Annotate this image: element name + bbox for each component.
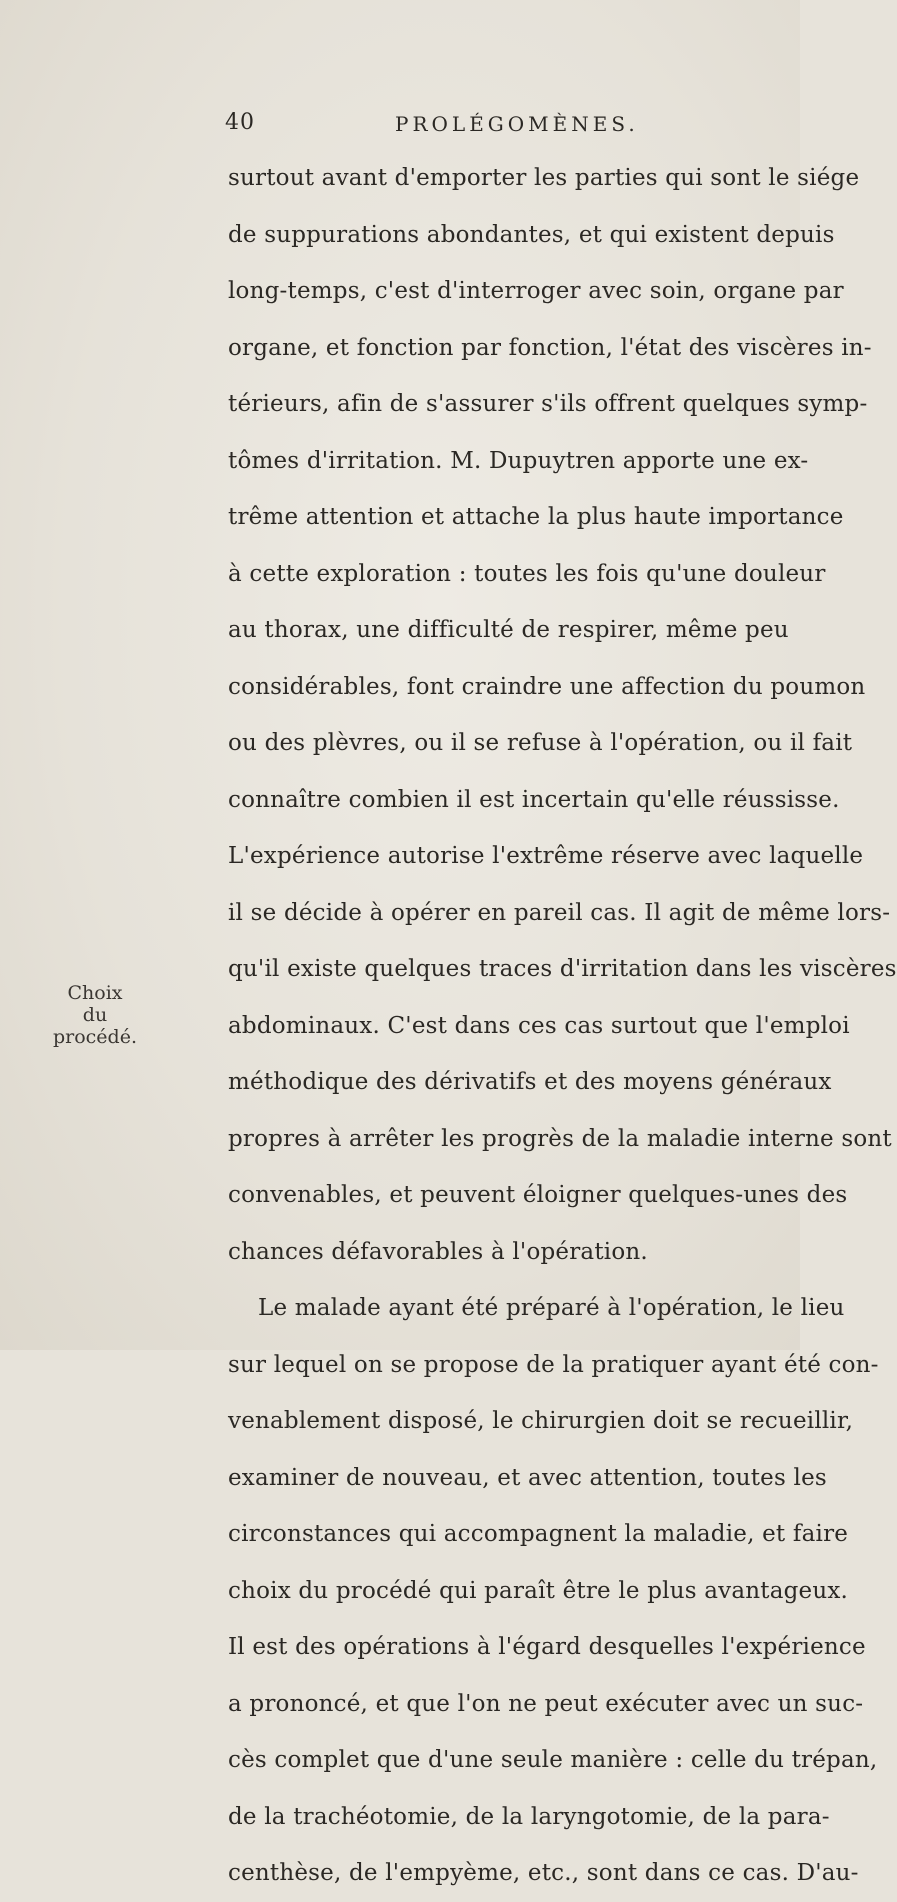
text-line: convenables, et peuvent éloigner quelques-unes des	[228, 1182, 848, 1208]
text-line: surtout avant d'emporter les parties qui sont le siége	[228, 165, 860, 191]
paragraph-start-line: Le malade ayant été préparé à l'opération, le lieu	[258, 1295, 845, 1321]
text-line: au thorax, une difficulté de respirer, même peu	[228, 617, 789, 643]
text-line: Il est des opérations à l'égard desquelles l'expérience	[228, 1634, 866, 1660]
text-line: méthodique des dérivatifs et des moyens généraux	[228, 1069, 832, 1095]
margin-note	[30, 982, 160, 1048]
text-line: il se décide à opérer en pareil cas. Il agit de même lors-	[228, 899, 891, 926]
text-line: propres à arrêter les progrès de la maladie interne sont	[228, 1125, 892, 1152]
text-line: tômes d'irritation. M. Dupuytren apporte une ex-	[228, 447, 809, 474]
text-line: choix du procédé qui paraît être le plus avantageux.	[228, 1577, 849, 1604]
text-line: centhèse, de l'empyème, etc., sont dans ce cas. D'au-	[228, 1860, 859, 1886]
text-line: considérables, font craindre une affection du poumon	[228, 673, 866, 700]
margin-note-line: du	[82, 1004, 108, 1026]
body-text	[228, 150, 897, 1902]
page-number: 40	[225, 110, 255, 135]
text-line: de la trachéotomie, de la laryngotomie, de la para-	[228, 1803, 830, 1830]
running-head: PROLÉGOMÈNES.	[395, 112, 639, 136]
text-line: trême attention et attache la plus haute importance	[228, 504, 844, 530]
text-line: organe, et fonction par fonction, l'état des viscères in-	[228, 334, 872, 361]
text-line: venablement disposé, le chirurgien doit se recueillir,	[228, 1408, 854, 1434]
text-line: abdominaux. C'est dans ces cas surtout que l'emploi	[228, 1012, 850, 1039]
text-line: L'expérience autorise l'extrême réserve avec laquelle	[228, 843, 864, 869]
paragraph-end-line: chances défavorables à l'opération.	[228, 1238, 648, 1265]
text-line: a prononcé, et que l'on ne peut exécuter avec un suc-	[228, 1690, 864, 1717]
text-line: sur lequel on se propose de la pratiquer ayant été con-	[228, 1351, 879, 1378]
text-line: cès complet que d'une seule manière : celle du trépan,	[228, 1747, 878, 1773]
page-header	[225, 110, 765, 140]
text-line: de suppurations abondantes, et qui existent depuis	[228, 221, 835, 248]
text-line: ou des plèvres, ou il se refuse à l'opération, ou il fait	[228, 730, 853, 756]
text-line: connaître combien il est incertain qu'elle réussisse.	[228, 786, 840, 813]
margin-note-line: Choix	[67, 982, 123, 1004]
text-line: à cette exploration : toutes les fois qu'une douleur	[228, 560, 826, 587]
text-line: examiner de nouveau, et avec attention, toutes les	[228, 1464, 827, 1491]
text-line: long-temps, c'est d'interroger avec soin, organe par	[228, 278, 844, 304]
text-line: circonstances qui accompagnent la maladie, et faire	[228, 1521, 849, 1547]
margin-note-line: procédé.	[52, 1026, 137, 1048]
text-line: térieurs, afin de s'assurer s'ils offrent quelques symp-	[228, 391, 868, 417]
text-line: qu'il existe quelques traces d'irritation dans les viscères	[228, 956, 897, 982]
